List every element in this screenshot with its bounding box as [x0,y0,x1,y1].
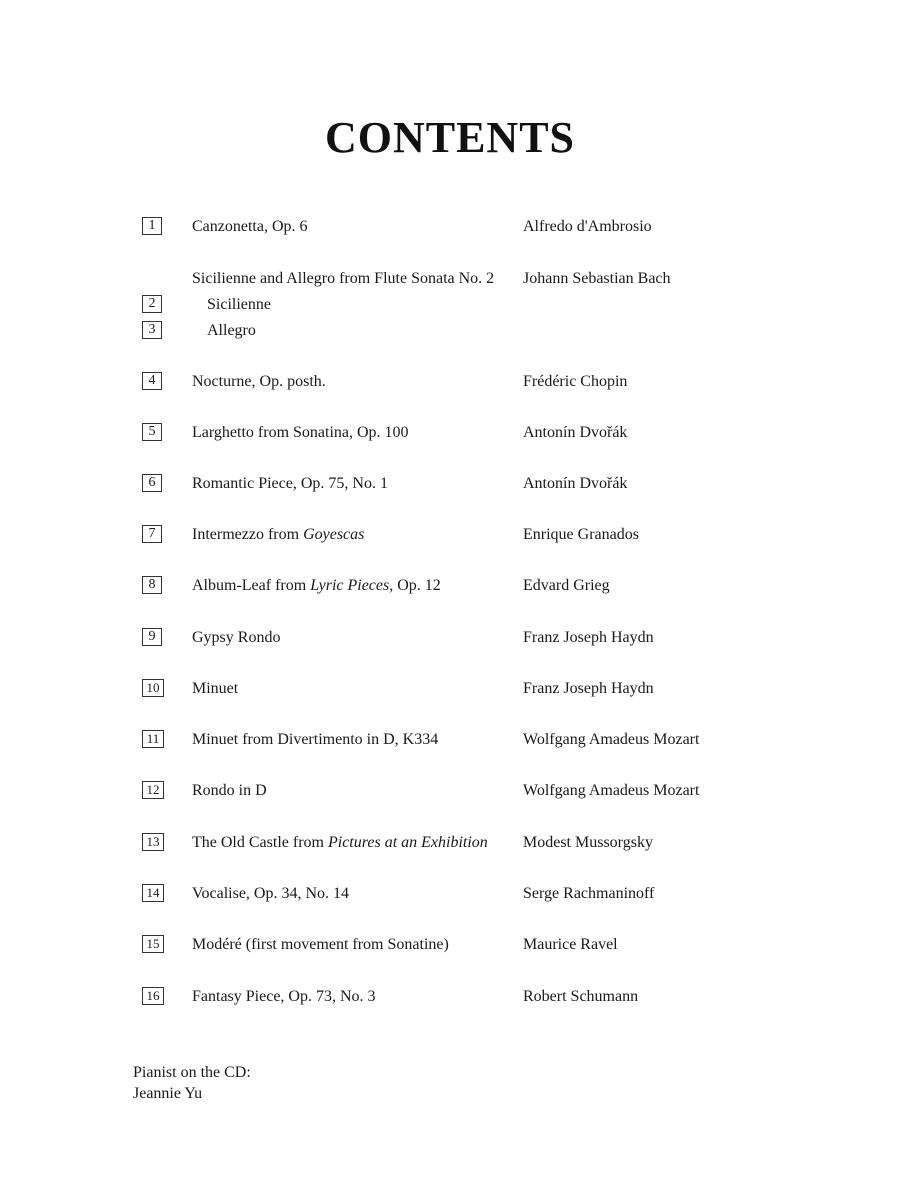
piece-title-italic: Pictures at an Exhibition [327,834,488,851]
track-number-box: 14 [142,884,164,902]
track-number-box: 6 [142,474,162,492]
track-number-box: 8 [142,576,162,594]
list-item [0,932,900,958]
list-item [0,984,900,1010]
piece-title: Minuet [192,680,239,697]
track-number-box: 9 [142,628,162,646]
piece-title: Vocalise, Op. 34, No. 14 [192,885,350,902]
composer-name: Modest Mussorgsky [523,834,653,851]
list-item [0,292,900,318]
composer-name: Edvard Grieg [523,577,610,594]
piece-title-text: Intermezzo from [192,526,304,543]
list-item [0,778,900,804]
piece-title [192,830,488,856]
piece-title: Canzonetta, Op. 6 [192,218,308,235]
list-item [0,573,900,599]
composer-name: Serge Rachmaninoff [523,885,655,902]
piece-title-text: Album-Leaf from [192,577,311,594]
composer-name: Wolfgang Amadeus Mozart [523,731,700,748]
composer-name: Franz Joseph Haydn [523,680,654,697]
piece-title: Larghetto from Sonatina, Op. 100 [192,424,409,441]
list-item [0,214,900,240]
piece-title-text: The Old Castle from [192,834,328,851]
list-item [0,471,900,497]
track-number-box: 13 [142,833,164,851]
piece-title: Fantasy Piece, Op. 73, No. 3 [192,988,376,1005]
list-item [0,420,900,446]
list-item [0,676,900,702]
track-number-box: 1 [142,217,162,235]
piece-title: Nocturne, Op. posth. [192,373,326,390]
piece-title: Gypsy Rondo [192,629,281,646]
list-item [0,369,900,395]
piece-title [192,522,364,548]
movement-title: Allegro [207,322,256,339]
composer-name: Antonín Dvořák [523,424,628,441]
piece-title: Modéré (first movement from Sonatine) [192,936,449,953]
track-number-box: 3 [142,321,162,339]
list-item [0,625,900,651]
list-item [0,266,900,292]
piece-title: Rondo in D [192,782,267,799]
page-title: CONTENTS [324,113,576,162]
track-number-box: 10 [142,679,164,697]
piece-title-suffix: , Op. 12 [389,577,441,594]
track-number-box: 4 [142,372,162,390]
piece-title-italic: Goyescas [303,526,365,543]
pianist-label: Pianist on the CD: [133,1064,251,1081]
track-number-box: 2 [142,295,162,313]
composer-name: Robert Schumann [523,988,639,1005]
track-number-box: 11 [142,730,164,748]
track-number-box: 12 [142,781,164,799]
track-number-box: 16 [142,987,164,1005]
composer-name: Frédéric Chopin [523,373,628,390]
list-item [0,522,900,548]
piece-title [192,573,441,599]
piece-title: Sicilienne and Allegro from Flute Sonata No. 2 [192,270,495,287]
piece-title-italic: Lyric Pieces [310,577,390,594]
list-item [0,830,900,856]
composer-name: Alfredo d'Ambrosio [523,218,652,235]
list-item [0,318,900,344]
piece-title: Romantic Piece, Op. 75, No. 1 [192,475,388,492]
track-number-box: 7 [142,525,162,543]
composer-name: Maurice Ravel [523,936,618,953]
list-item [0,727,900,753]
composer-name: Enrique Granados [523,526,639,543]
track-number-box: 15 [142,935,164,953]
piece-title: Minuet from Divertimento in D, K334 [192,731,439,748]
composer-name: Johann Sebastian Bach [523,270,671,287]
movement-title: Sicilienne [207,296,271,313]
track-number-box: 5 [142,423,162,441]
pianist-credit [133,1062,251,1104]
list-item [0,881,900,907]
pianist-name: Jeannie Yu [133,1085,203,1102]
composer-name: Franz Joseph Haydn [523,629,654,646]
composer-name: Antonín Dvořák [523,475,628,492]
composer-name: Wolfgang Amadeus Mozart [523,782,700,799]
